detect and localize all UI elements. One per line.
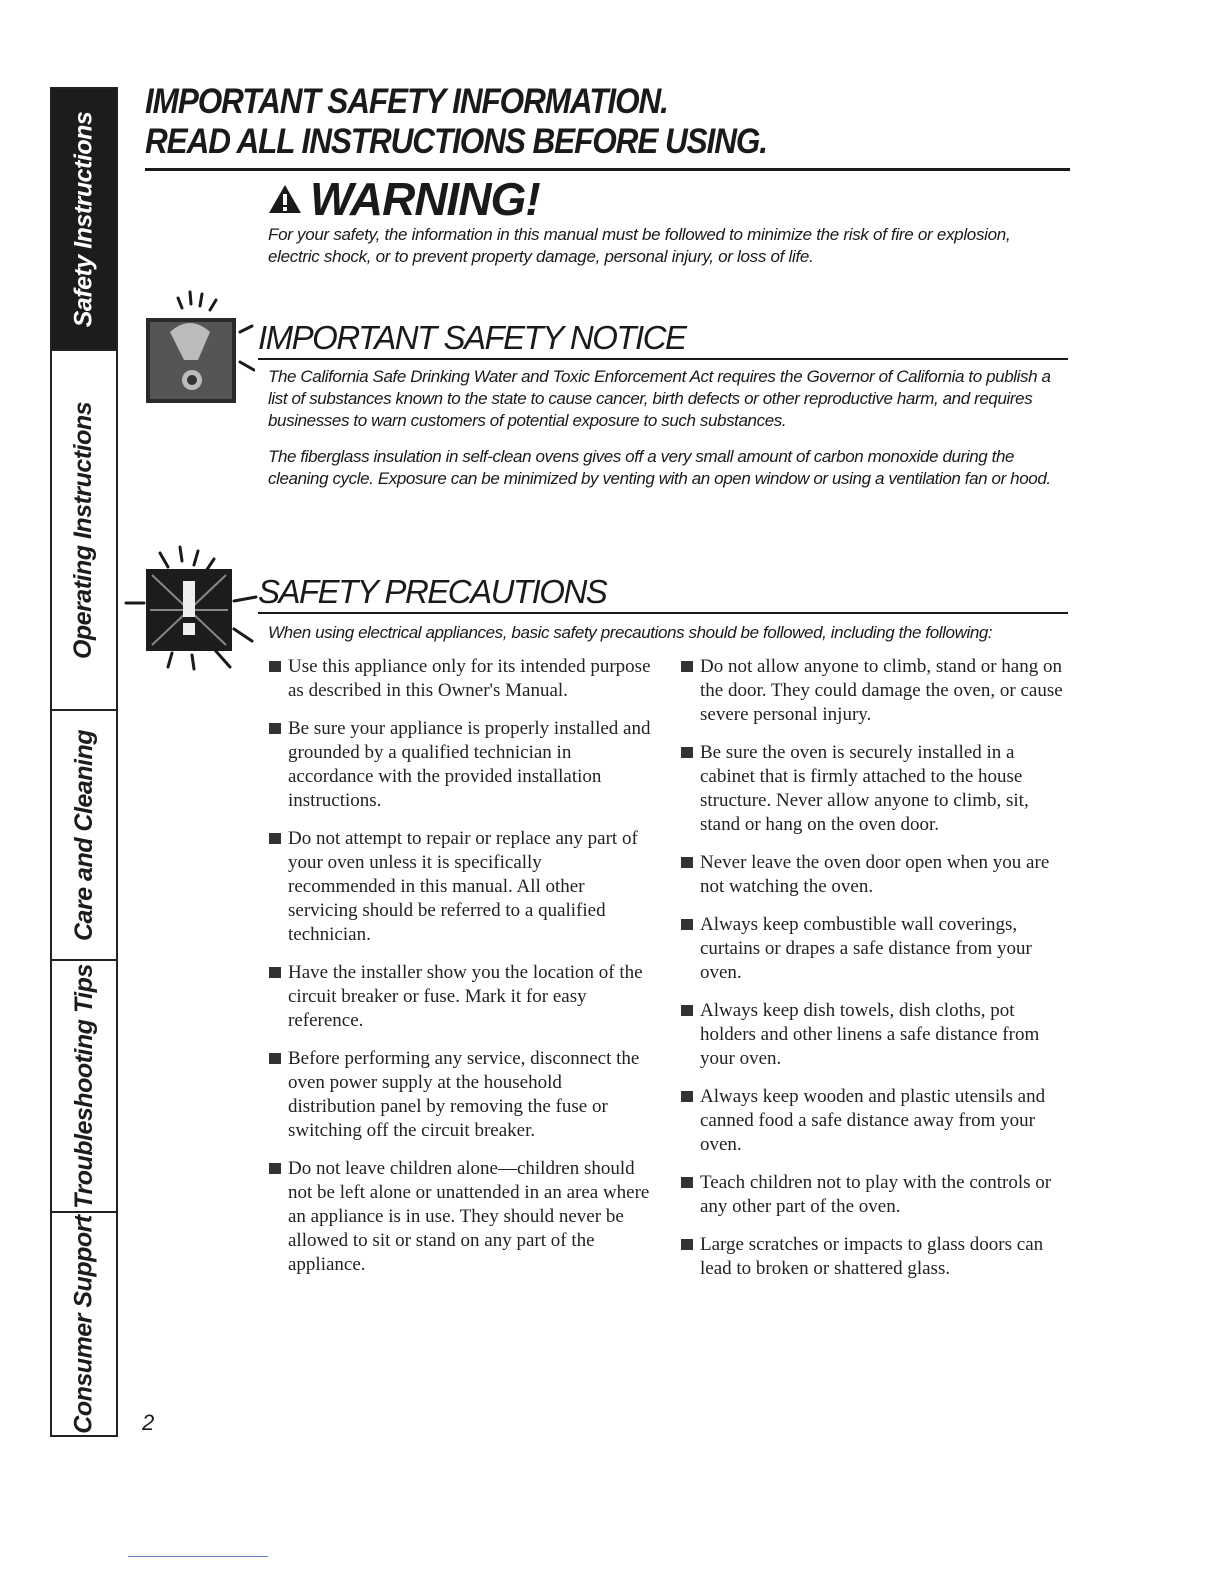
list-item: Do not attempt to repair or replace any part of your oven unless it is specifically recommended in this manual. All other servicing should be referred to a qualified technician. — [268, 827, 653, 947]
precautions-left-column — [268, 655, 653, 1291]
list-item: Use this appliance only for its intended purpose as described in this Owner's Manual. — [268, 655, 653, 703]
footer-divider — [128, 1556, 268, 1557]
list-item: Have the installer show you the location of the circuit breaker or fuse. Mark it for easy reference. — [268, 961, 653, 1033]
warning-heading — [268, 172, 540, 226]
tab-safety-instructions[interactable] — [52, 89, 116, 351]
list-item: Never leave the oven door open when you are not watching the oven. — [680, 851, 1065, 899]
list-item: Before performing any service, disconnect the oven power supply at the household distribution panel by removing the fuse or switching off the circuit breaker. — [268, 1047, 653, 1143]
precautions-title: SAFETY PRECAUTIONS — [258, 572, 1068, 614]
list-item: Always keep combustible wall coverings, curtains or drapes a safe distance from your oven. — [680, 913, 1065, 985]
precautions-right-column — [680, 655, 1065, 1295]
precaution-alert-icon — [122, 545, 262, 675]
list-item: Do not leave children alone—children should not be left alone or unattended in an area where an appliance is in use. They should never be allowed to sit or stand on any part of the appliance. — [268, 1157, 653, 1277]
list-item: Be sure your appliance is properly installed and grounded by a qualified technician in accordance with the provided installation instructions. — [268, 717, 653, 813]
warning-text: For your safety, the information in this manual must be followed to minimize the risk of fire or explosion, electric shock, or to prevent property damage, personal injury, or loss of life. — [268, 225, 1011, 266]
warning-title: WARNING! — [310, 173, 540, 225]
warning-triangle-icon — [268, 184, 302, 214]
tab-operating-instructions[interactable] — [52, 351, 116, 711]
tab-troubleshooting-tips[interactable] — [52, 961, 116, 1213]
list-item: Be sure the oven is securely installed in a cabinet that is firmly attached to the house structure. Never allow anyone to climb, sit, stand or hang on the oven door. — [680, 741, 1065, 837]
list-item: Large scratches or impacts to glass doors can lead to broken or shattered glass. — [680, 1233, 1065, 1281]
list-item: Always keep dish towels, dish cloths, pot holders and other linens a safe distance from your oven. — [680, 999, 1065, 1071]
side-tabs — [50, 87, 118, 1437]
list-item: Do not allow anyone to climb, stand or hang on the door. They could damage the oven, or cause severe personal injury. — [680, 655, 1065, 727]
notice-paragraph-1: The California Safe Drinking Water and Toxic Enforcement Act requires the Governor of California to publish a list of substances known to the state to cause cancer, birth defects or other reproductive harm, and requires businesses to warn customers of potential exposure to such substances. — [268, 367, 1051, 430]
notice-title: IMPORTANT SAFETY NOTICE — [258, 318, 1068, 360]
precautions-intro: When using electrical appliances, basic safety precautions should be followed, including the following: — [268, 623, 993, 642]
tab-care-and-cleaning[interactable] — [52, 711, 116, 961]
list-item: Always keep wooden and plastic utensils and canned food a safe distance away from your oven. — [680, 1085, 1065, 1157]
tab-label: Consumer Support — [69, 1214, 98, 1434]
list-item: Teach children not to play with the controls or any other part of the oven. — [680, 1171, 1065, 1219]
page-number: 2 — [142, 1410, 155, 1435]
header-line-2: READ ALL INSTRUCTIONS BEFORE USING. — [145, 122, 767, 161]
tab-label: Operating Instructions — [69, 401, 98, 659]
header-line-1: IMPORTANT SAFETY INFORMATION. — [145, 82, 668, 121]
tab-label: Troubleshooting Tips — [69, 963, 98, 1209]
page-header — [145, 82, 1070, 171]
notice-alert-icon — [140, 288, 255, 408]
tab-label: Care and Cleaning — [69, 729, 98, 941]
tab-label: Safety Instructions — [69, 111, 98, 327]
notice-paragraph-2: The fiberglass insulation in self-clean ovens gives off a very small amount of carbon monoxide during the cleaning cycle. Exposure can be minimized by venting with an open window or using a ventilation fan or hood. — [268, 447, 1051, 488]
tab-consumer-support[interactable] — [52, 1213, 116, 1435]
